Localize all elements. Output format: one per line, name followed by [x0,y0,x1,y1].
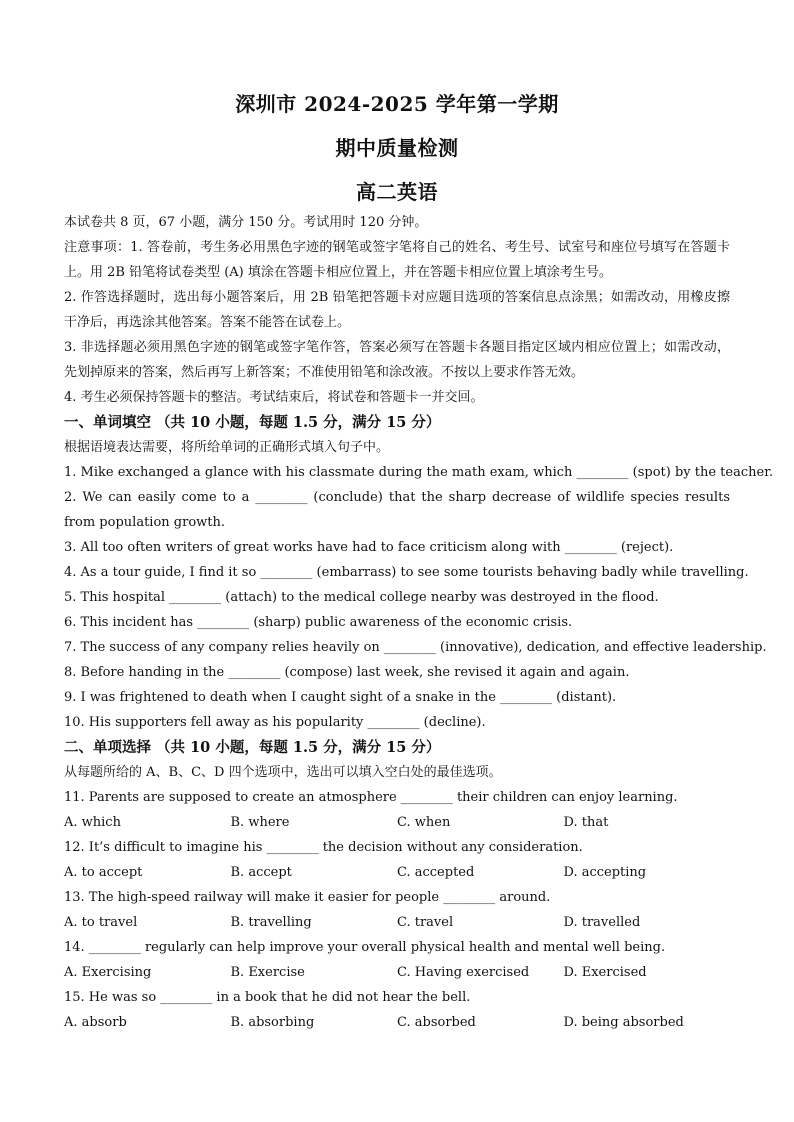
instructions-note-2: 2. 作答选择题时，选出每小题答案后，用 2B 铅笔把答题卡对应题目选项的答案信息点涂黑；如需改动，用橡皮擦干净后，再选涂其他答案。答案不能答在试卷上。 [64,290,730,330]
option-a: A. to accept [64,865,143,880]
question-4: 4. As a tour guide, I find it so ________ (embarrass) to see some tourists behaving badly while travelling. [64,565,749,580]
option-a: A. to travel [64,915,138,930]
question-1: 1. Mike exchanged a glance with his classmate during the math exam, which ________ (spot) by the teacher. [64,465,774,480]
exam-title-subject: 高二英语 [356,180,438,204]
option-b: B. accept [230,865,292,880]
question-14: 14. ________ regularly can help improve your overall physical health and mental well being. [64,940,666,955]
option-a: A. absorb [64,1015,127,1030]
options-12 [64,860,730,885]
option-b: B. travelling [230,915,312,930]
question-3: 3. All too often writers of great works have had to face criticism along with ________ (reject). [64,540,674,555]
option-d: D. Exercised [563,965,647,980]
option-d: D. being absorbed [563,1015,684,1030]
question-15: 15. He was so ________ in a book that he did not hear the bell. [64,990,471,1005]
question-9: 9. I was frightened to death when I caught sight of a snake in the ________ (distant). [64,690,617,705]
option-a: A. Exercising [64,965,152,980]
option-c: C. Having exercised [397,965,530,980]
option-b: B. absorbing [230,1015,315,1030]
exam-title-term: 深圳市 2024-2025 学年第一学期 [235,92,559,116]
options-11 [64,810,730,835]
option-d: D. travelled [563,915,641,930]
question-7: 7. The success of any company relies heavily on ________ (innovative), dedication, and effective leadership. [64,640,767,655]
option-b: B. where [230,815,290,830]
option-c: C. absorbed [397,1015,476,1030]
question-6: 6. This incident has ________ (sharp) public awareness of the economic crisis. [64,615,573,630]
question-10: 10. His supporters fell away as his popularity ________ (decline). [64,715,486,730]
option-d: D. accepting [563,865,647,880]
question-11: 11. Parents are supposed to create an atmosphere ________ their children can enjoy learning. [64,790,678,805]
section-heading: 二、单项选择 （共 10 小题，每题 1.5 分，满分 15 分） [64,739,441,756]
option-a: A. which [64,815,121,830]
exam-title-name: 期中质量检测 [335,136,459,160]
question-13: 13. The high-speed railway will make it easier for people ________ around. [64,890,551,905]
option-d: D. that [563,815,609,830]
option-c: C. travel [397,915,454,930]
option-c: C. when [397,815,451,830]
question-5: 5. This hospital ________ (attach) to the medical college nearby was destroyed in the flood. [64,590,659,605]
question-8: 8. Before handing in the ________ (compose) last week, she revised it again and again. [64,665,630,680]
instructions-intro: 本试卷共 8 页，67 小题，满分 150 分。考试用时 120 分钟。 [64,215,428,230]
instructions-note-1: 注意事项：1. 答卷前，考生务必用黑色字迹的钢笔或签字笔将自己的姓名、考生号、试室号和座位号填写在答题卡上。用 2B 铅笔将试卷类型 (A) 填涂在答题卡相应位置上，并在答题卡相应位置上填涂考生号。 [64,240,730,280]
section-multiple-choice [64,735,730,1035]
question-2: 2. We can easily come to a ________ (conclude) that the sharp decrease of wildlife species results from population growth. [64,490,730,530]
section-direction: 根据语境表达需要，将所给单词的正确形式填入句子中。 [64,440,390,455]
section-heading: 一、单词填空 （共 10 小题，每题 1.5 分，满分 15 分） [64,414,441,431]
options-15 [64,1010,730,1035]
options-13 [64,910,730,935]
instructions-note-4: 4. 考生必须保持答题卡的整洁。考试结束后，将试卷和答题卡一并交回。 [64,390,484,405]
section-direction: 从每题所给的 A、B、C、D 四个选项中，选出可以填入空白处的最佳选项。 [64,765,502,780]
option-c: C. accepted [397,865,475,880]
section-word-fill [64,410,774,735]
question-12: 12. It’s difficult to imagine his ________ the decision without any consideration. [64,840,583,855]
option-b: B. Exercise [230,965,305,980]
instructions [64,210,730,410]
instructions-note-3: 3. 非选择题必须用黑色字迹的钢笔或签字笔作答，答案必须写在答题卡各题目指定区域内相应位置上；如需改动，先划掉原来的答案，然后再写上新答案；不准使用铅笔和涂改液。不按以上要求作答无效。 [64,340,730,380]
options-14 [64,960,730,985]
